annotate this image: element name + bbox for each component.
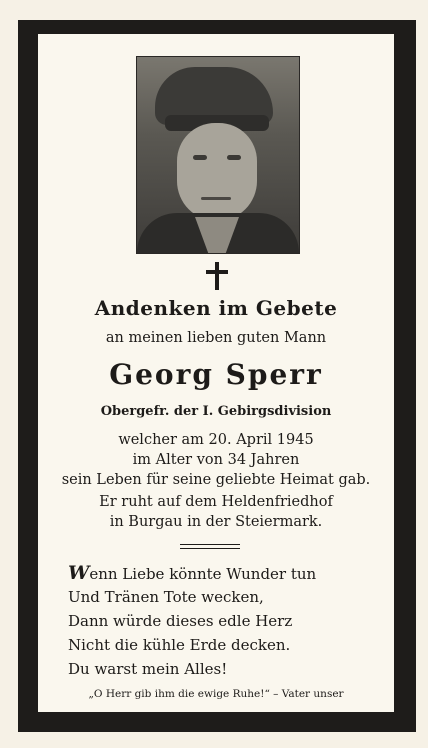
- poem-line-3: [68, 612, 378, 630]
- photo-face: [177, 123, 257, 221]
- photo-mouth: [201, 197, 231, 200]
- poem-line-text: Dann würde dieses edle Herz: [68, 612, 293, 630]
- dedication: an meinen lieben guten Mann: [105, 330, 327, 346]
- poem-line-text: Nicht die kühle Erde decken.: [68, 636, 291, 654]
- poem-initial: W: [68, 562, 90, 584]
- detail-line-4: Er ruht auf dem Heldenfriedhof: [99, 494, 333, 510]
- photo-eye-right: [227, 155, 241, 160]
- deceased-name: Georg Sperr: [109, 358, 323, 391]
- poem-line-2: [68, 588, 378, 606]
- card-inner-panel: [38, 34, 394, 712]
- poem-line-text: enn Liebe könnte Wunder tun: [89, 565, 317, 583]
- poem-line-1: [68, 562, 378, 584]
- closing-prayer: „O Herr gib ihm die ewige Ruhe!“ – Vater unser: [88, 688, 344, 700]
- divider-top: [180, 544, 240, 545]
- detail-line-2: im Alter von 34 Jahren: [132, 452, 300, 468]
- photo-eye-left: [193, 155, 207, 160]
- military-rank: Obergefr. der I. Gebirgsdivision: [100, 404, 332, 419]
- poem-line-5: [68, 660, 378, 678]
- poem-line-4: [68, 636, 378, 654]
- poem-line-text: Und Tränen Tote wecken,: [68, 588, 264, 606]
- detail-line-5: in Burgau in der Steiermark.: [109, 514, 323, 530]
- poem-line-text: Du warst mein Alles!: [68, 660, 228, 678]
- latin-cross-icon: [206, 262, 228, 290]
- divider-bottom: [180, 548, 240, 549]
- detail-line-3: sein Leben für seine geliebte Heimat gab.: [61, 472, 371, 488]
- heading: Andenken im Gebete: [94, 296, 338, 320]
- detail-line-1: welcher am 20. April 1945: [118, 432, 314, 448]
- portrait-photo: [136, 56, 300, 254]
